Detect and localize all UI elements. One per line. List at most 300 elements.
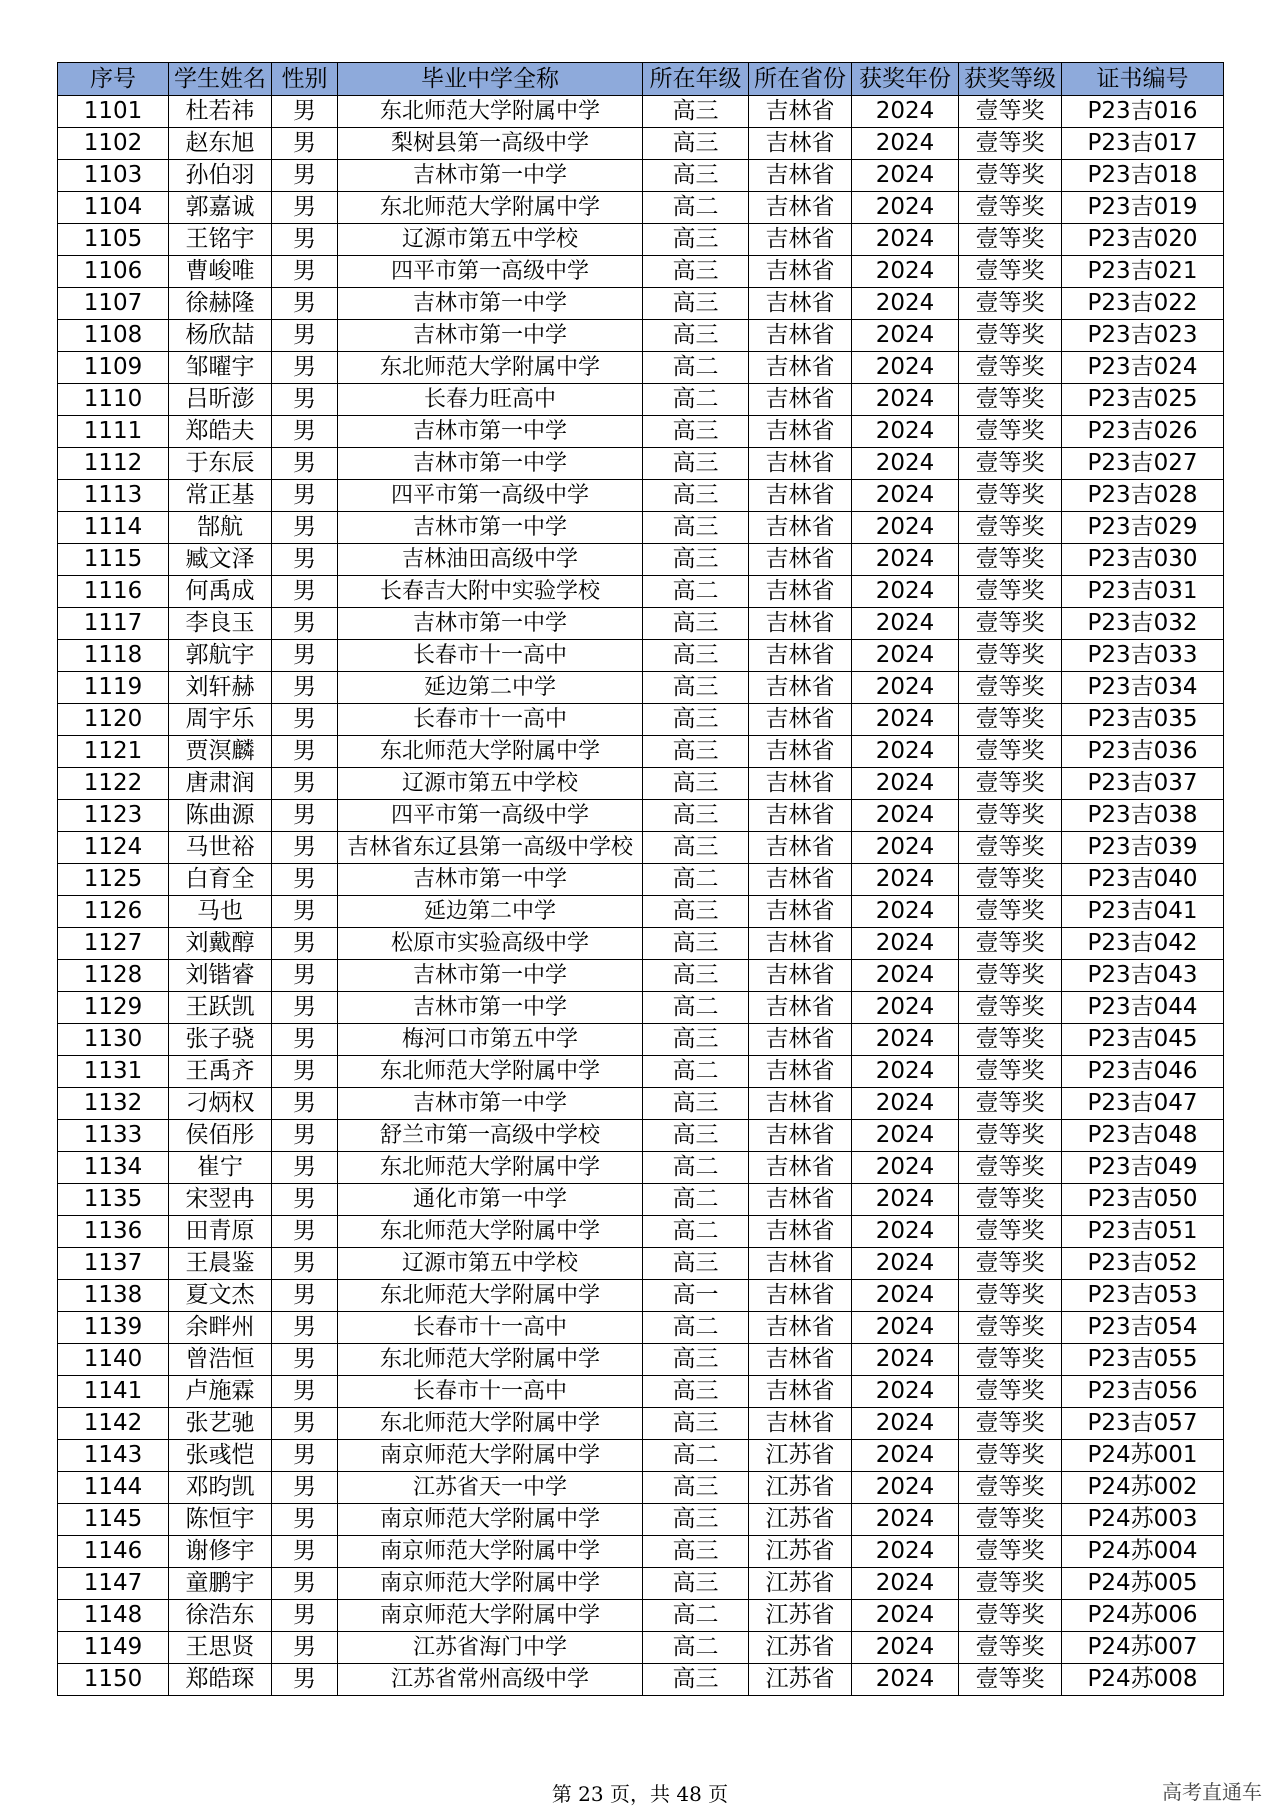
table-row	[58, 224, 1224, 256]
gender-cell: 男	[272, 128, 338, 160]
province-cell: 江苏省	[749, 1568, 852, 1600]
school-name-cell: 延边第二中学	[338, 672, 643, 704]
gender-cell: 男	[272, 1056, 338, 1088]
student-name-cell: 郭航宇	[169, 640, 272, 672]
award-year-cell: 2024	[852, 608, 959, 640]
province-cell: 吉林省	[749, 1216, 852, 1248]
school-name-cell: 江苏省天一中学	[338, 1472, 643, 1504]
student-name-cell: 刁炳权	[169, 1088, 272, 1120]
gender-cell: 男	[272, 224, 338, 256]
school-name-cell: 吉林市第一中学	[338, 160, 643, 192]
row-number-cell: 1145	[58, 1504, 169, 1536]
student-name-cell: 常正基	[169, 480, 272, 512]
gender-cell: 男	[272, 1472, 338, 1504]
table-row	[58, 1440, 1224, 1472]
award-year-cell: 2024	[852, 736, 959, 768]
gender-cell: 男	[272, 1344, 338, 1376]
award-level-cell: 壹等奖	[959, 1376, 1062, 1408]
gender-cell: 男	[272, 704, 338, 736]
student-name-cell: 邹曜宇	[169, 352, 272, 384]
student-name-cell: 张彧恺	[169, 1440, 272, 1472]
certificate-number-cell: P23吉055	[1062, 1344, 1224, 1376]
certificate-number-cell: P23吉030	[1062, 544, 1224, 576]
gender-cell: 男	[272, 960, 338, 992]
province-cell: 吉林省	[749, 288, 852, 320]
table-row	[58, 1248, 1224, 1280]
award-year-cell: 2024	[852, 800, 959, 832]
gender-cell: 男	[272, 672, 338, 704]
school-name-cell: 延边第二中学	[338, 896, 643, 928]
row-number-cell: 1131	[58, 1056, 169, 1088]
row-number-cell: 1121	[58, 736, 169, 768]
table-row	[58, 288, 1224, 320]
table-row	[58, 1472, 1224, 1504]
school-name-cell: 吉林市第一中学	[338, 960, 643, 992]
award-year-cell: 2024	[852, 160, 959, 192]
row-number-cell: 1106	[58, 256, 169, 288]
row-number-cell: 1129	[58, 992, 169, 1024]
student-name-cell: 张子骁	[169, 1024, 272, 1056]
grade-cell: 高三	[643, 1088, 749, 1120]
school-name-cell: 东北师范大学附属中学	[338, 192, 643, 224]
gender-cell: 男	[272, 1152, 338, 1184]
award-level-cell: 壹等奖	[959, 1440, 1062, 1472]
province-cell: 吉林省	[749, 864, 852, 896]
certificate-number-cell: P23吉046	[1062, 1056, 1224, 1088]
province-cell: 吉林省	[749, 672, 852, 704]
student-name-cell: 陈曲源	[169, 800, 272, 832]
award-year-cell: 2024	[852, 352, 959, 384]
province-cell: 吉林省	[749, 320, 852, 352]
student-name-cell: 徐浩东	[169, 1600, 272, 1632]
award-year-cell: 2024	[852, 928, 959, 960]
certificate-number-cell: P24苏004	[1062, 1536, 1224, 1568]
table-row	[58, 640, 1224, 672]
award-level-cell: 壹等奖	[959, 256, 1062, 288]
school-name-cell: 吉林市第一中学	[338, 448, 643, 480]
certificate-number-cell: P23吉023	[1062, 320, 1224, 352]
award-year-cell: 2024	[852, 1408, 959, 1440]
student-name-cell: 刘锴睿	[169, 960, 272, 992]
grade-cell: 高三	[643, 1248, 749, 1280]
award-year-cell: 2024	[852, 96, 959, 128]
award-level-cell: 壹等奖	[959, 1472, 1062, 1504]
school-name-cell: 长春市十一高中	[338, 1312, 643, 1344]
award-year-cell: 2024	[852, 480, 959, 512]
school-name-cell: 吉林市第一中学	[338, 608, 643, 640]
student-name-cell: 王思贤	[169, 1632, 272, 1664]
award-year-cell: 2024	[852, 288, 959, 320]
grade-cell: 高三	[643, 160, 749, 192]
student-name-cell: 白育全	[169, 864, 272, 896]
table-row	[58, 352, 1224, 384]
grade-cell: 高一	[643, 1280, 749, 1312]
school-name-cell: 辽源市第五中学校	[338, 224, 643, 256]
award-level-cell: 壹等奖	[959, 192, 1062, 224]
grade-cell: 高三	[643, 1568, 749, 1600]
school-name-cell: 辽源市第五中学校	[338, 1248, 643, 1280]
certificate-number-cell: P23吉047	[1062, 1088, 1224, 1120]
province-cell: 吉林省	[749, 896, 852, 928]
certificate-number-cell: P23吉021	[1062, 256, 1224, 288]
award-level-cell: 壹等奖	[959, 1664, 1062, 1696]
grade-cell: 高三	[643, 768, 749, 800]
student-name-cell: 郑皓夫	[169, 416, 272, 448]
gender-cell: 男	[272, 928, 338, 960]
certificate-number-cell: P23吉039	[1062, 832, 1224, 864]
school-name-cell: 吉林市第一中学	[338, 416, 643, 448]
school-name-cell: 梨树县第一高级中学	[338, 128, 643, 160]
table-row	[58, 480, 1224, 512]
grade-cell: 高三	[643, 1664, 749, 1696]
province-cell: 吉林省	[749, 480, 852, 512]
student-name-cell: 夏文杰	[169, 1280, 272, 1312]
certificate-number-cell: P23吉034	[1062, 672, 1224, 704]
province-cell: 江苏省	[749, 1472, 852, 1504]
student-name-cell: 杨欣喆	[169, 320, 272, 352]
certificate-number-cell: P23吉044	[1062, 992, 1224, 1024]
table-row	[58, 1184, 1224, 1216]
school-name-cell: 长春市十一高中	[338, 1376, 643, 1408]
table-row	[58, 1024, 1224, 1056]
award-level-cell: 壹等奖	[959, 1312, 1062, 1344]
school-name-cell: 吉林市第一中学	[338, 864, 643, 896]
gender-cell: 男	[272, 1536, 338, 1568]
gender-cell: 男	[272, 192, 338, 224]
award-level-cell: 壹等奖	[959, 224, 1062, 256]
award-level-cell: 壹等奖	[959, 832, 1062, 864]
gender-cell: 男	[272, 800, 338, 832]
certificate-number-cell: P23吉050	[1062, 1184, 1224, 1216]
gender-cell: 男	[272, 448, 338, 480]
student-name-cell: 于东辰	[169, 448, 272, 480]
gender-cell: 男	[272, 1408, 338, 1440]
award-year-cell: 2024	[852, 1600, 959, 1632]
table-row	[58, 448, 1224, 480]
award-level-cell: 壹等奖	[959, 576, 1062, 608]
gender-cell: 男	[272, 1568, 338, 1600]
certificate-number-cell: P23吉024	[1062, 352, 1224, 384]
province-cell: 吉林省	[749, 800, 852, 832]
award-year-cell: 2024	[852, 896, 959, 928]
certificate-number-cell: P23吉056	[1062, 1376, 1224, 1408]
award-year-cell: 2024	[852, 832, 959, 864]
gender-cell: 男	[272, 288, 338, 320]
row-number-cell: 1141	[58, 1376, 169, 1408]
grade-cell: 高三	[643, 1120, 749, 1152]
student-name-cell: 徐赫隆	[169, 288, 272, 320]
grade-cell: 高三	[643, 288, 749, 320]
school-name-cell: 东北师范大学附属中学	[338, 1280, 643, 1312]
award-year-cell: 2024	[852, 1312, 959, 1344]
school-name-cell: 南京师范大学附属中学	[338, 1504, 643, 1536]
award-level-cell: 壹等奖	[959, 896, 1062, 928]
row-number-cell: 1120	[58, 704, 169, 736]
table-row	[58, 1280, 1224, 1312]
student-name-cell: 郭嘉诚	[169, 192, 272, 224]
certificate-number-cell: P23吉052	[1062, 1248, 1224, 1280]
gender-cell: 男	[272, 1664, 338, 1696]
student-name-cell: 周宇乐	[169, 704, 272, 736]
gender-cell: 男	[272, 416, 338, 448]
table-row	[58, 960, 1224, 992]
student-name-cell: 何禹成	[169, 576, 272, 608]
award-year-cell: 2024	[852, 1024, 959, 1056]
school-name-cell: 南京师范大学附属中学	[338, 1568, 643, 1600]
award-year-cell: 2024	[852, 544, 959, 576]
gender-cell: 男	[272, 736, 338, 768]
certificate-number-cell: P24苏002	[1062, 1472, 1224, 1504]
certificate-number-cell: P24苏006	[1062, 1600, 1224, 1632]
table-row	[58, 864, 1224, 896]
gender-cell: 男	[272, 1184, 338, 1216]
school-name-cell: 吉林市第一中学	[338, 512, 643, 544]
certificate-number-cell: P23吉038	[1062, 800, 1224, 832]
certificate-number-cell: P23吉051	[1062, 1216, 1224, 1248]
school-name-cell: 吉林市第一中学	[338, 1088, 643, 1120]
grade-cell: 高二	[643, 352, 749, 384]
student-name-cell: 王禹齐	[169, 1056, 272, 1088]
table-row	[58, 768, 1224, 800]
row-number-cell: 1132	[58, 1088, 169, 1120]
award-year-cell: 2024	[852, 192, 959, 224]
grade-cell: 高二	[643, 1184, 749, 1216]
row-number-cell: 1127	[58, 928, 169, 960]
row-number-cell: 1113	[58, 480, 169, 512]
gender-cell: 男	[272, 384, 338, 416]
award-year-cell: 2024	[852, 1664, 959, 1696]
table-row	[58, 1664, 1224, 1696]
award-level-cell: 壹等奖	[959, 448, 1062, 480]
row-number-cell: 1147	[58, 1568, 169, 1600]
award-year-cell: 2024	[852, 768, 959, 800]
student-name-cell: 李良玉	[169, 608, 272, 640]
student-name-cell: 张艺驰	[169, 1408, 272, 1440]
school-name-cell: 东北师范大学附属中学	[338, 1408, 643, 1440]
certificate-number-cell: P23吉035	[1062, 704, 1224, 736]
table-row	[58, 1632, 1224, 1664]
certificate-number-cell: P23吉019	[1062, 192, 1224, 224]
table-row	[58, 1312, 1224, 1344]
gender-cell: 男	[272, 832, 338, 864]
province-cell: 江苏省	[749, 1632, 852, 1664]
award-level-cell: 壹等奖	[959, 960, 1062, 992]
table-row	[58, 896, 1224, 928]
grade-cell: 高三	[643, 416, 749, 448]
certificate-number-cell: P23吉049	[1062, 1152, 1224, 1184]
row-number-cell: 1125	[58, 864, 169, 896]
gender-cell: 男	[272, 608, 338, 640]
table-row	[58, 672, 1224, 704]
row-number-cell: 1148	[58, 1600, 169, 1632]
row-number-cell: 1137	[58, 1248, 169, 1280]
province-cell: 吉林省	[749, 96, 852, 128]
award-year-cell: 2024	[852, 1440, 959, 1472]
student-name-cell: 赵东旭	[169, 128, 272, 160]
grade-cell: 高二	[643, 1600, 749, 1632]
award-year-cell: 2024	[852, 1280, 959, 1312]
student-name-cell: 唐肃润	[169, 768, 272, 800]
student-name-cell: 王晨鉴	[169, 1248, 272, 1280]
province-cell: 吉林省	[749, 928, 852, 960]
award-level-cell: 壹等奖	[959, 1568, 1062, 1600]
province-cell: 吉林省	[749, 576, 852, 608]
award-level-cell: 壹等奖	[959, 1632, 1062, 1664]
award-year-cell: 2024	[852, 1056, 959, 1088]
table-row	[58, 800, 1224, 832]
row-number-cell: 1112	[58, 448, 169, 480]
student-name-cell: 卢施霖	[169, 1376, 272, 1408]
grade-cell: 高三	[643, 96, 749, 128]
school-name-cell: 舒兰市第一高级中学校	[338, 1120, 643, 1152]
table-row	[58, 1216, 1224, 1248]
award-level-cell: 壹等奖	[959, 512, 1062, 544]
award-year-cell: 2024	[852, 384, 959, 416]
province-cell: 吉林省	[749, 992, 852, 1024]
table-row	[58, 160, 1224, 192]
row-number-cell: 1105	[58, 224, 169, 256]
province-cell: 江苏省	[749, 1600, 852, 1632]
grade-cell: 高二	[643, 1632, 749, 1664]
certificate-number-cell: P23吉031	[1062, 576, 1224, 608]
table-row	[58, 1088, 1224, 1120]
award-year-cell: 2024	[852, 416, 959, 448]
certificate-number-cell: P24苏008	[1062, 1664, 1224, 1696]
award-level-cell: 壹等奖	[959, 1504, 1062, 1536]
grade-cell: 高三	[643, 736, 749, 768]
row-number-cell: 1146	[58, 1536, 169, 1568]
table-row	[58, 736, 1224, 768]
gender-cell: 男	[272, 576, 338, 608]
grade-cell: 高二	[643, 1152, 749, 1184]
province-cell: 吉林省	[749, 1344, 852, 1376]
grade-cell: 高三	[643, 544, 749, 576]
row-number-cell: 1116	[58, 576, 169, 608]
certificate-number-cell: P23吉045	[1062, 1024, 1224, 1056]
header-cell: 性别	[272, 63, 338, 96]
table-row	[58, 128, 1224, 160]
row-number-cell: 1124	[58, 832, 169, 864]
gender-cell: 男	[272, 1440, 338, 1472]
table-row	[58, 1600, 1224, 1632]
school-name-cell: 江苏省常州高级中学	[338, 1664, 643, 1696]
student-name-cell: 臧文泽	[169, 544, 272, 576]
award-year-cell: 2024	[852, 512, 959, 544]
row-number-cell: 1126	[58, 896, 169, 928]
gender-cell: 男	[272, 1024, 338, 1056]
province-cell: 吉林省	[749, 768, 852, 800]
student-name-cell: 吕昕澎	[169, 384, 272, 416]
school-name-cell: 四平市第一高级中学	[338, 800, 643, 832]
table-row	[58, 1056, 1224, 1088]
student-name-cell: 贾溟麟	[169, 736, 272, 768]
table-row	[58, 1376, 1224, 1408]
table-row	[58, 192, 1224, 224]
row-number-cell: 1108	[58, 320, 169, 352]
corner-brand: 高考直通车	[1162, 1780, 1262, 1804]
award-year-cell: 2024	[852, 128, 959, 160]
school-name-cell: 东北师范大学附属中学	[338, 736, 643, 768]
province-cell: 吉林省	[749, 224, 852, 256]
row-number-cell: 1143	[58, 1440, 169, 1472]
table-row	[58, 1344, 1224, 1376]
table-row	[58, 256, 1224, 288]
student-name-cell: 余畔州	[169, 1312, 272, 1344]
award-year-cell: 2024	[852, 1632, 959, 1664]
gender-cell: 男	[272, 1504, 338, 1536]
row-number-cell: 1122	[58, 768, 169, 800]
row-number-cell: 1130	[58, 1024, 169, 1056]
row-number-cell: 1140	[58, 1344, 169, 1376]
row-number-cell: 1102	[58, 128, 169, 160]
row-number-cell: 1104	[58, 192, 169, 224]
page-number: 第 23 页，共 48 页	[551, 1782, 729, 1806]
school-name-cell: 东北师范大学附属中学	[338, 1344, 643, 1376]
award-level-cell: 壹等奖	[959, 128, 1062, 160]
gender-cell: 男	[272, 768, 338, 800]
award-level-cell: 壹等奖	[959, 640, 1062, 672]
certificate-number-cell: P24苏007	[1062, 1632, 1224, 1664]
grade-cell: 高三	[643, 1344, 749, 1376]
award-level-cell: 壹等奖	[959, 288, 1062, 320]
student-name-cell: 马世裕	[169, 832, 272, 864]
grade-cell: 高三	[643, 800, 749, 832]
certificate-number-cell: P23吉018	[1062, 160, 1224, 192]
student-name-cell: 田青原	[169, 1216, 272, 1248]
award-level-cell: 壹等奖	[959, 800, 1062, 832]
row-number-cell: 1119	[58, 672, 169, 704]
grade-cell: 高三	[643, 928, 749, 960]
table-row	[58, 544, 1224, 576]
award-year-cell: 2024	[852, 1504, 959, 1536]
student-name-cell: 崔宁	[169, 1152, 272, 1184]
school-name-cell: 通化市第一中学	[338, 1184, 643, 1216]
school-name-cell: 吉林省东辽县第一高级中学校	[338, 832, 643, 864]
table-row	[58, 704, 1224, 736]
award-level-cell: 壹等奖	[959, 1600, 1062, 1632]
student-name-cell: 侯佰彤	[169, 1120, 272, 1152]
row-number-cell: 1135	[58, 1184, 169, 1216]
award-year-cell: 2024	[852, 1152, 959, 1184]
row-number-cell: 1149	[58, 1632, 169, 1664]
award-level-cell: 壹等奖	[959, 320, 1062, 352]
school-name-cell: 松原市实验高级中学	[338, 928, 643, 960]
award-level-cell: 壹等奖	[959, 1280, 1062, 1312]
certificate-number-cell: P24苏003	[1062, 1504, 1224, 1536]
row-number-cell: 1136	[58, 1216, 169, 1248]
gender-cell: 男	[272, 480, 338, 512]
student-name-cell: 邓昀凯	[169, 1472, 272, 1504]
school-name-cell: 吉林市第一中学	[338, 288, 643, 320]
grade-cell: 高二	[643, 576, 749, 608]
school-name-cell: 东北师范大学附属中学	[338, 352, 643, 384]
school-name-cell: 东北师范大学附属中学	[338, 96, 643, 128]
header-cell: 所在省份	[749, 63, 852, 96]
award-level-cell: 壹等奖	[959, 992, 1062, 1024]
school-name-cell: 南京师范大学附属中学	[338, 1536, 643, 1568]
grade-cell: 高二	[643, 1312, 749, 1344]
award-year-cell: 2024	[852, 1088, 959, 1120]
award-level-cell: 壹等奖	[959, 384, 1062, 416]
award-level-cell: 壹等奖	[959, 864, 1062, 896]
school-name-cell: 长春吉大附中实验学校	[338, 576, 643, 608]
student-name-cell: 刘轩赫	[169, 672, 272, 704]
award-year-cell: 2024	[852, 640, 959, 672]
province-cell: 吉林省	[749, 1120, 852, 1152]
award-level-cell: 壹等奖	[959, 608, 1062, 640]
gender-cell: 男	[272, 896, 338, 928]
province-cell: 吉林省	[749, 960, 852, 992]
